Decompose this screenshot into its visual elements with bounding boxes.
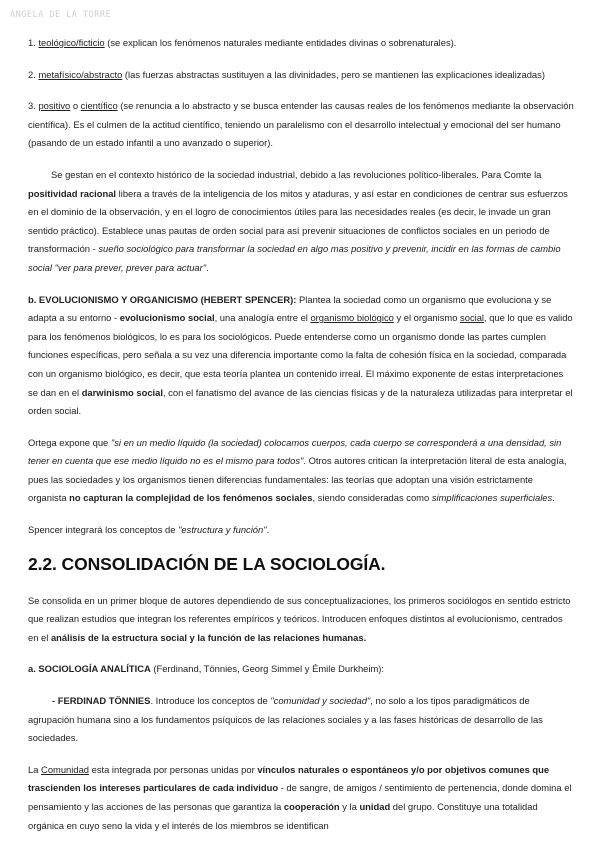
analitica-heading: a. SOCIOLOGÍA ANALÍTICA (Ferdinand, Tönnies, Georg Simmel y Émile Durkheim):	[28, 663, 384, 675]
comunidad-paragraph: La Comunidad esta integrada por personas unidas por vínculos naturales o espontáneos y/o por objetivos comunes que trascienden los intereses particulares de cada individuo - de sangre, de amigos / sentimiento de pertenencia, donde domina el pensamiento y las acciones de las personas que garantiza la cooperación y la unidad del grupo. Constituye una totalidad orgánica en cuyo seno la vida y el interés de los miembros se identifican	[28, 763, 572, 831]
term-positivo: positivo	[38, 100, 71, 112]
stage-3: 3. positivo o científico (se renuncia a lo abstracto y se busca entender las causas reales de los fenómenos mediante la observación científica). Es el culmen de la actitud científico, teniendo un paralelismo con el desarrollo intelectual y emocional del ser humano (pasando de un estado infantil a uno avanzado o superior).	[28, 100, 574, 149]
term-cientifico: científico	[80, 100, 118, 112]
section-intro: Se consolida en un primer bloque de autores dependiendo de sus conceptualizaciones, los primeros sociólogos en sentido estricto que realizan estudios que integran los referentes empíricos y teóricos. Introducen enfoques distintos al evolucionismo, centrados en el análisis de la estructura social y la función de las relaciones humanas.	[28, 594, 571, 643]
stage-1: 1. teológico/ficticio (se explican los fenómenos naturales mediante entidades divinas o sobrenaturales).	[28, 37, 457, 48]
ortega-paragraph: Ortega expone que "si en un medio líquido (la sociedad) colocamos cuerpos, cada cuerpo se corresponderá a una densidad, sin tener en cuenta que ese medio líquido no es el mismo para todos". Otros autores critican la interpretación literal de esta analogía, pues las sociedades y los organismos tienen diferencias fundamentales: las teorías que adoptan una visión estrictamente organista no capturan la complejidad de los fenómenos sociales, siendo consideradas como simplificaciones superficiales.	[28, 436, 567, 504]
comte-paragraph: Se gestan en el contexto histórico de la sociedad industrial, debido a las revoluciones político-liberales. Para Comte la positividad racional libera a través de la inteligencia de los mitos y ataduras, y así estar en condiciones de centrar sus esfuerzos en el dominio de la observación, y en el logro de conocimientos útiles para las necesidades reales (es decir, le invade un gran sentido práctico). Establece unas pautas de orden social para así prevenir situaciones de conflictos sociales en un periodo de transformación - sueño sociológico para transformar la sociedad en algo mas positivo y prevenir, incidir en las formas de cambio social "ver para prever, prever para actuar".	[28, 168, 568, 273]
spencer-concepts-paragraph: Spencer integrará los conceptos de "estructura y función".	[28, 524, 270, 536]
spencer-paragraph: b. EVOLUCIONISMO Y ORGANICISMO (HEBERT SPENCER): Plantea la sociedad como un organismo que evoluciona y se adapta a su entorno - evolucionismo social, una analogía entre el organismo biológico y el organismo social, que lo que es valido para los fenómenos biológicos, lo es para los sociológicos. Puede entenderse como un organismo donde las partes cumplen funciones específicas, pero señala a su vez una diferencia importante como la falta de cohesión física en la sociedad, comparada con un organismo biológico, es decir, que esta teoría plantea un contenido irreal. El máximo exponente de estas interpretaciones se dan en el darwinismo social, con el fanatismo del avance de las ciencias físicas y de la naturaleza utilizadas para interpretar el orden social.	[28, 293, 573, 417]
spencer-heading: b. EVOLUCIONISMO Y ORGANICISMO (HEBERT SPENCER):	[28, 293, 297, 305]
document-body	[28, 34, 574, 848]
tonnies-paragraph: - FERDINAD TÖNNIES. Introduce los conceptos de "comunidad y sociedad", no solo a los tipos paradigmáticos de agrupación humana sino a los fundamentos psíquicos de las relaciones sociales y a las fases históricas de desarrollo de las sociedades.	[28, 695, 543, 744]
term-metafisico: metafísico/abstracto	[38, 68, 123, 80]
author-watermark: ÁNGELA DE LA TORRE	[10, 10, 112, 20]
stage-2: 2. metafísico/abstracto (las fuerzas abstractas sustituyen a las divinidades, pero se mantienen las explicaciones idealizadas)	[28, 68, 545, 80]
section-heading: 2.2. CONSOLIDACIÓN DE LA SOCIOLOGÍA.	[28, 553, 386, 574]
term-teologico: teológico/ficticio	[38, 37, 105, 48]
